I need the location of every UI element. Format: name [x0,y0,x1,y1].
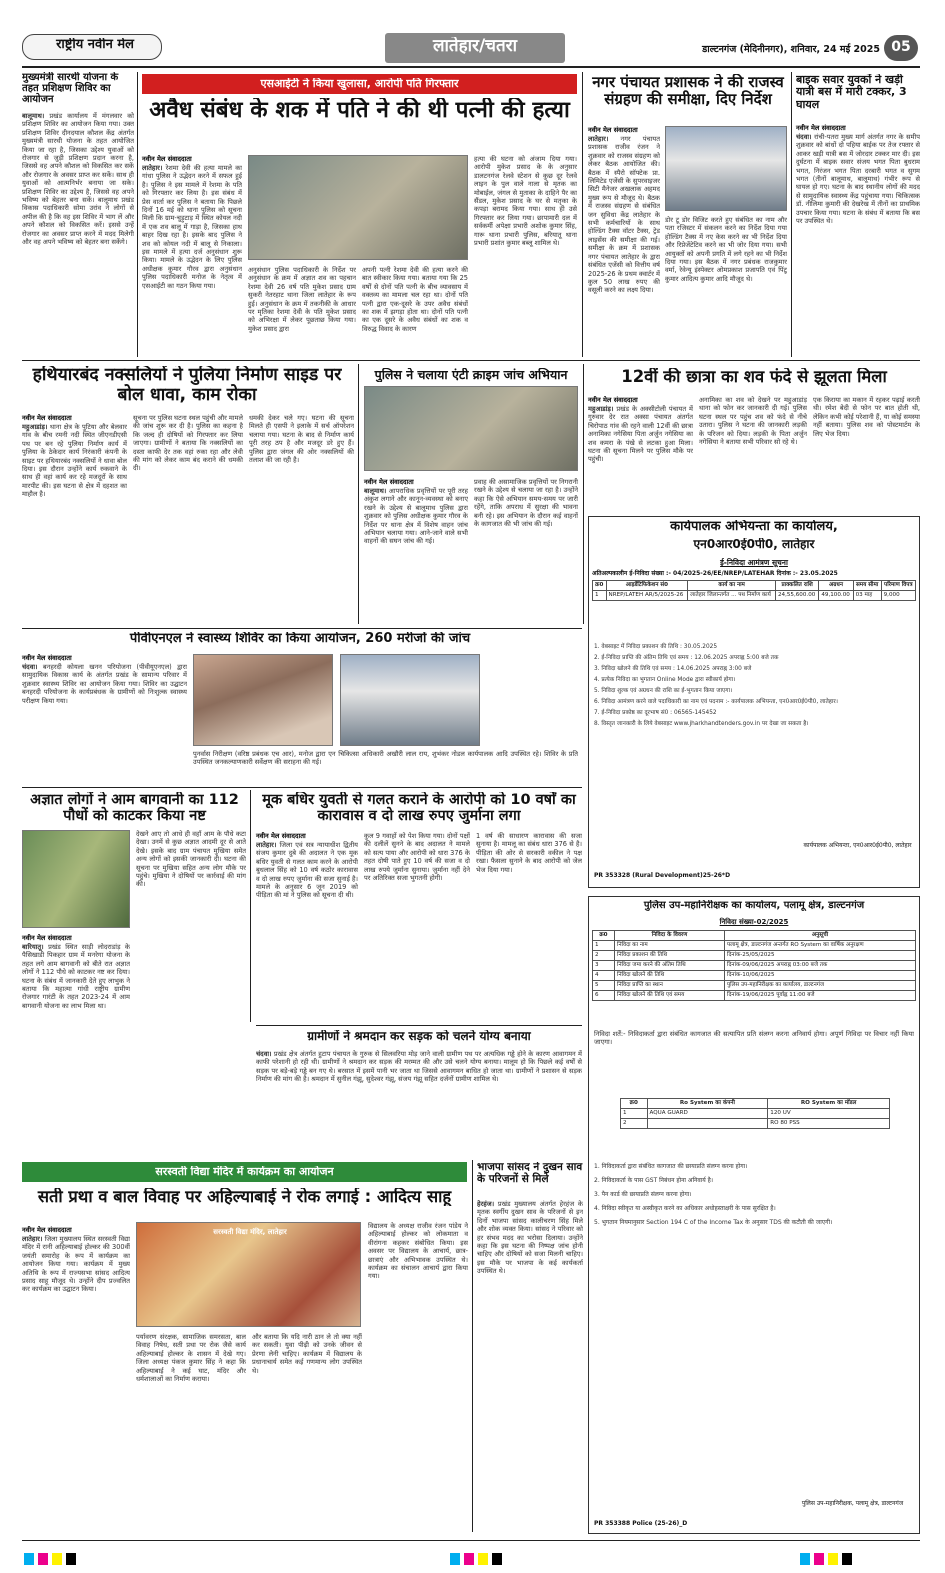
footer-rule [22,1540,920,1541]
byline: नवीन मेल संवाददाता [588,126,638,134]
table-cell: 9,000 [881,591,915,601]
tender-note: निविदा शर्तें:- निविदाकर्ता द्वारा संबंधित कागजात की सत्यापित प्रति संलग्न करना अनिवार्य होगा। अपूर्ण निविदा पर विचार नहीं किया जाएगा। [594,1030,914,1047]
vehicle-check-photo [364,386,578,471]
table-cell: 2 [621,1119,648,1129]
tender-ref: अतिअल्पकालीन ई-निविदा संख्या :- 04/2025-26/EE/NREP/LATEHAR दिनांक :- 23.05.2025 [592,570,838,577]
dateline-place: बालूमाथ। [364,487,387,495]
th-detail: निविदा के विवरण [615,931,725,941]
page-number: 05 [891,40,911,55]
article-body [477,1200,583,1530]
table-cell: पलामू क्षेत्र, डाल्टनगंज अन्तर्गत RO System का वार्षिक अनुरक्षण [725,941,916,951]
tender-table [592,580,916,601]
tender-sign: पुलिस उप-महानिरीक्षक, पलामू क्षेत्र, डाल्टनगंज [801,1500,904,1507]
article-text: प्रखंड स्थित साड़ी लोदराडांड़ के पैसिखाडी पिकहार ग्राम में मनरेगा योजना के तहत लगे आम बागवानी को बीते रात अज्ञात लोगों ने 112 पौधे को काटकर नष्ट कर दिया। घटना के संबंध में जानकारी देते हुए लाभुक ने बताया कि महात्मा गांधी राष्ट्रीय ग्रामीण रोजगार गारंटी के तहत 2023-24 में आम बागवानी योजना का लाभ मिला था। [22,943,130,1010]
police-press-photo [248,155,468,260]
tender-ref: निविदा संख्या-02/2025 [719,918,789,926]
table-cell: 4 [593,971,615,981]
table-cell: NREP/LATEH AR/5/2025-26 [606,591,688,601]
color-registration-bar [24,1550,144,1562]
tender-cond: 4. निविदा स्वीकृत या अस्वीकृत करने का अधिकार अधोहस्ताक्षरी के पास सुरक्षित है। [594,1205,776,1212]
article-body [796,133,920,355]
table-cell: 49,100.00 [819,591,853,601]
article-text: प्रखंड के अक्सीटोली पंचायत में गुरुवार देर रात अक्सा पंचायत अंतर्गत चिरोपाठ गांव की रहने वाली 12वीं की छात्रा अनामिका नगेसिया पिता अर्जुन नगेसिया का शव कमरा के पंखे से लटका हुआ मिला। घटना की सूचना मिलने पर पुलिस मौके पर पहुंची। [588,405,693,464]
article-body: अपनी पत्नी रेशमा देवी की हत्या करने की बात स्वीकार किया गया। बताया गया कि 25 वर्षों से दोनों पति पत्नी के बीच व्यावसाय में वक्तव्य का मामला चल रहा था। दोनों पति पत्नी द्वारा एक-दूसरे के उपर अवैध संबंधों का शक में झगड़ा होता था। दोनों पति पत्नी का एक दूसरे के अवैध संबंधों का शक व विरुद्ध विवाद के कारण [362,266,468,333]
article-headline: पीवीएनएल ने स्वास्थ्य शिविर का किया आयोजन, 260 मरीजों की जांच [129,632,471,646]
article-body: देखने आए तो आधे ही वहाँ आम के पौधे कटा देखा। उनमें से कुछ अज्ञात आदमी दूर से आते देखे। इसके बाद ग्राम पंचायत मुखिया समेत अन्य लोगों को इसकी जानकारी दी। घटना की सूचना पर मुखिया सहित अन्य लोग मौके पर पहुंचे। मुखिया ने दोषियों पर कार्रवाई की मांग की। [136,830,246,889]
column-rule [583,364,584,624]
table-cell: पुलिस उप-महानिरीक्षक का कार्यालय, डाल्टनगंज [725,981,916,991]
dateline-place: बालूमाथ। [22,112,45,120]
school-banner-text: सरस्वती विद्या मंदिर, लातेहार [213,1228,287,1236]
byline: नवीन मेल संवाददाता [22,1226,72,1234]
dateline-place: महुआडांड़। [588,405,614,413]
article-text: जिला एवं सत्र न्यायाधीश द्वितीय संजय कुमार दुबे की अदालत ने एक मूक बधिर युवती से गलत काम करने के आरोपी बुधलाल सिंह को 10 वर्ष कठोर कारावास व दो लाख रुपए जुर्माना की सजा सुनाई है। मामले के अनुसार 6 जून 2019 को पीड़िता की मां ने पुलिस को सूचना दी थी। [256,841,358,900]
tender-line: 1. वेबसाइट में निविदा प्रकाशन की तिथि : 30.05.2025 [594,644,718,650]
tender-cond: 1. निविदाकर्ता द्वारा संबंधित कागजात की छायाप्रति संलग्न करना होगा। [594,1163,748,1170]
table-cell: 1 [593,591,607,601]
byline: नवीन मेल संवाददाता [22,414,72,422]
article-body: सूचना पर पुलिस घटना स्थल पहुंची और मामले की जांच शुरू कर दी है। पुलिस का कहना है कि जल्द ही दोषियों को गिरफ्तार कर लिया जाएगा। ग्रामीणों ने बताया कि नक्सलियों का दस्ता काफी देर तक वहां रुका रहा और लेवी की मांग को लेकर काम बंद कराने की धमकी दी। [133,414,243,473]
th-work: कार्य का नाम [688,581,776,591]
article-body [364,487,468,623]
article-body: एक किराया का मकान में रहकर पढ़ाई करती थी। रमेश बेदी से फोन पर बात होती थी, लेकिन कभी कोई परेशानी हैं, या कोई समस्या नहीं बताया। पुलिस शव को पोस्टमार्टम के लिए भेज दिया। [813,396,920,438]
table-cell: RO 80 PSS [768,1119,890,1129]
tender-conds [594,1160,914,1230]
dateline-place: बारियातू। [22,943,44,951]
article-body [256,1050,582,1153]
article-text: रेशमा देवी की हत्या मामले का गांधा पुलिस ने उद्भेदन करने में सफल हुई है। पुलिस ने इस मामले में रेशमा के पति को गिरफ्तार कर लिया है। इस संबंध में प्रेस वार्ता कर पुलिस ने बताया कि पिछले दिनों 16 मई को थाना पुलिस को सूचना मिली कि ग्राम-चुड़ुटाड़ में स्थित कोयल नदी में एक शव बालू में गाड़ा है, जिसका हाथ बाहर दिख रहा है। इसके बाद पुलिस ने शव को कोयल नदी में बालू से निकाला। इस मामले में हत्या दर्ज अनुसंधान शुरू किया। मामले के उद्भेदन के लिए पुलिस अधीक्षक कुमार गौरव द्वारा अनुसंधान पुलिस पदाधिकारी मनोज के नेतृत्व में एसआईटी का गठन किया गया। [142,164,242,290]
column-rule [137,72,138,357]
article-body: अनुसंधान पुलिस पदाधिकारी के निर्देश पर अनुसंधान के क्रम में अज्ञात शव का पहचान रेशमा देवी 26 वर्ष पति मुकेश प्रसाद ग्राम सुकरी नेतरहाट थाना जिला लातेहार के रूप हुई। अनुसंधान के क्रम में तकनीकी के आधार पर मृतिका रेशमा देवी के पति मुकेश प्रसाद को अभिरक्षा में लेकर पूछताछ किया गया। मुकेश प्रसाद द्वारा [248,266,356,333]
school-event-photo [136,1222,361,1327]
article-text: बनहरदी कोयला खनन परियोजना (पीवीयूएनएल) द्वारा सामुदायिक विकास कार्य के अंतर्गत प्रखंड के सामान्य परिवार में शुक्रवार स्वास्थ्य शिविर का आयोजन किया गया। शिविर का उद्घाटन बनहरदी परियोजना के कार्यप्रबंधक के ग्रामीणों को निःशुल्क स्वास्थ्य परीक्षण किया गया। [22,663,187,705]
tender-sign: कार्यपालक अभियन्ता, एन0आर0ई0पी0, लातेहार [803,842,912,849]
tender-lines [594,642,914,730]
table-cell [647,1119,768,1129]
article-headline: ग्रामीणों ने श्रमदान कर सड़क को चलने योग्य बनाया [307,1030,531,1043]
dateline-place: हेरहंज। [477,1200,495,1208]
th-model: RO System का मॉडल [768,1099,890,1109]
article-body [22,112,134,356]
table-cell: 3 [593,961,615,971]
byline: नवीन मेल संवाददाता [142,155,192,163]
article-body [142,164,242,354]
article-body: डोर टू डोर विजिट करते हुए संबंधित का नाम और पता रजिस्टर में संकलन करने का निर्देश दिया गया होल्डिंग टैक्स में नए केस करने का भी निर्देश दिया और रिप्रेजेंटेटिव करने का भी जोर दिया गया। सभी आयुक्तों को अपनी प्रगति में लगे रहने का भी निर्देश दिया गया। इस बैठक में नगर प्रबंधक राजकुमार वर्मा, रेवेन्यू इंस्पेक्टर ओमप्रकाश प्रजापति एवं पिंटू कुमार आदित्य कुमार आदि मौजूद थे। [665,216,787,283]
tender-pr: PR 353328 (Rural Development)25-26*D [594,872,731,879]
tender-office-title: पुलिस उप-महानिरीक्षक का कार्यालय, पलामू क्षेत्र, डाल्टनगंज [643,900,865,911]
kicker: सरस्वती विद्या मंदिर में कार्यक्रम का आयोजन [155,1166,334,1178]
row-rule [22,628,582,629]
tender-cond: 3. पैन कार्ड की छायाप्रति संलग्न करना होगा। [594,1191,692,1198]
dateline-place: महुआडांड़। [22,423,48,431]
table-cell: निविदा जमा करने की अंतिम तिथि [615,961,725,971]
dateline-place: लातेहार। [256,841,277,849]
tender-pr: PR 353388 Police (25-26)_D [594,1520,688,1527]
tender-line: 2. ई-निविदा प्राप्ति की अंतिम तिथि एवं समय : 12.06.2025 अपराह्न 5:00 बजे तक [594,655,779,661]
article-body: विद्यालय के अध्यक्ष राजीव रंजन पांडेय ने अहिल्याबाई होल्कर को लोकमाता व वीरांगना कहकर संबोधित किया। इस अवसर पर विद्यालय के आचार्य, छात्र-छात्राएं और अभिभावक उपस्थित थे। कार्यक्रम का संचालन आचार्य द्वारा किया गया। [368,1222,468,1281]
article-headline: अज्ञात लोगों ने आम बागवानी का 112 पौधों को काटकर किया नष्ट [30,792,239,825]
dateline: डाल्टनगंज (मेदिनीनगर), शनिवार, 24 मई 2025 [702,44,880,55]
table-cell: 2 [593,951,615,961]
th-schedule: अनुसूची [725,931,916,941]
byline: नवीन मेल संवाददाता [22,934,72,942]
health-camp-photo [193,654,333,746]
dateline-place: लातेहार। [142,164,163,172]
table-cell: निविदा प्राप्ति का स्थान [615,981,725,991]
table-cell: लातेहार जिलान्तर्गत ... पथ निर्माण कार्य [688,591,776,601]
article-headline: पुलिस ने चलाया एंटी क्राइम जांच अभियान [374,368,568,382]
row-rule [22,360,920,361]
tender-office-title: कार्यपालक अभियन्ता का कार्यालय, [670,520,838,534]
tender-line: 3. निविदा खोलने की तिथि एवं समय : 14.06.2025 अपराह्न 3:00 बजे [594,666,752,672]
article-text: प्रखंड क्षेत्र अंतर्गत हुटाप पंचायत के गुरुक से सिलवरिया मोड़ जाने वाली ग्रामीण पथ पर अत्यधिक गड्ढे होने के कारण आवागमन में काफी परेशानी हो रही थी। ग्रामीणों ने श्रमदान कर सड़क की मरम्मत की और उसे चलने योग्य बनाया। मालूम हो कि पिछले कई वर्षों से सड़क पर बड़े-बड़े गड्ढे बन गए थे। बरसात में इसमें पानी भर जाता था जिससे आवागमन बाधित हो जाता था। ग्रामीणों ने प्रशासन से सड़क निर्माण की मांग की है। श्रमदान में सुनील गंझू, सुदेश्वर गंझू, संजय गंझू सहित दर्जनों ग्रामीण शामिल थे। [256,1050,582,1084]
article-text: प्रखंड कार्यालय में मंगलवार को प्रशिक्षण शिविर का आयोजन किया गया। उक्त प्रशिक्षण शिविर दीनदयाल कौशल केंद्र अंतर्गत मुख्यमंत्री सारथी योजना के तहत आयोजित किया जा रहा है, जिसका उद्देश्य युवाओं को रोजगार से जुड़ी प्रशिक्षण प्रदान करना है, जिससे वह अपने कौशल को विकसित कर सकें और रोजगार के अवसर प्राप्त कर सकें। साथ ही युवाओं को आत्मनिर्भर बनाया जा सके। प्रशिक्षण शिविर का उद्देश्य है, जिससे वह अपने भविष्य को बेहतर बना सकें। बालूमाथ प्रखंड विकास पदाधिकारी सोमा उरांव ने लोगों से अपील की है कि वह इस शिविर में भाग लें और अपने कौशल को विकसित करें। इससे उन्हें रोजगार का अवसर प्राप्त करने में मदद मिलेगी और वह अपने भविष्य को बेहतर बना सकेंगे। [22,112,134,247]
tender-cond: 2. निविदाकर्ता के पास GST निबंधन होना अनिवार्य है। [594,1177,714,1184]
column-rule [250,790,251,1022]
table-cell: दिनांक-10/06/2025 [725,971,916,981]
article-body: धमकी देकर चले गए। घटना की सूचना मिलते ही एसपी ने इलाके में सर्च ऑपरेशन चलाया गया। घटना के बाद से निर्माण कार्य पूरी तरह ठप है और मजदूर डरे हुए हैं। पुलिस द्वारा जंगल की ओर नक्सलियों की तलाश की जा रही है। [249,414,354,465]
th-company: Ro System का कंपनी [647,1099,768,1109]
article-body: पर्यावरण संरक्षक, सामाजिक समरसता, बाल विवाह निषेध, सती प्रथा पर रोक जैसे कार्य अहिल्याबाई होल्कर के शासन में देखे गए। जिला अध्यक्ष पंकज कुमार सिंह ने कहा कि अहिल्याबाई ने कई घाट, मंदिर और धर्मशालाओं का निर्माण कराया। [136,1333,246,1384]
byline: नवीन मेल संवाददाता [364,478,414,486]
column-rule [791,72,792,357]
tender-line: 5. निविदा शुल्क एवं अग्रधन की राशि का ई-भुगतान किया जाएगा। [594,688,733,694]
article-body [22,1235,130,1530]
dateline-place: लातेहार। [22,1235,43,1243]
article-body [22,943,130,1253]
article-headline: मूक बधिर युवती से गलत कराने के आरोपी को 10 वर्षों का कारावास व दो लाख रुपए जुर्माना लगा [262,792,576,825]
byline: नवीन मेल संवाददाता [588,396,638,404]
th-cost: प्राक्कलित राशि [775,581,818,591]
column-rule [472,1160,473,1532]
table-cell: AQUA GUARD [647,1109,768,1119]
article-headline: मुख्यमंत्री सारथी योजना के तहत प्रशिक्षण शिविर का आयोजन [22,72,119,106]
article-text: जिला मुख्यालय स्थित सरस्वती विद्या मंदिर में रानी अहिल्याबाई होल्कर की 300वीं जयंती समारोह के रूप में कार्यक्रम का आयोजन किया गया। कार्यक्रम में मुख्य अतिथि के रूप में राज्यसभा सांसद आदित्य प्रसाद साहू मौजूद थे। उन्होंने दीप प्रज्वलित कर कार्यक्रम का उद्घाटन किया। [22,1235,130,1294]
table-cell: निविदा प्रकाशन की तिथि [615,951,725,961]
article-text: थाना क्षेत्र के पुटिया और बेलवार गांव के बीच रमनी नदी स्थित जीएनडीएसी पथ पर बन रहे पुलिया निर्माण कार्य में पुलिया के ठेकेदार कार्य निरंकारी कंपनी के साइट पर हथियारबंद नक्सलियों ने धावा बोल दिया। इस दौरान उन्होंने कार्य रुकवाने के साथ ही वहां कार्य कर रहे मजदूरों के साथ मारपीट की। इस घटना से क्षेत्र में दहशत का माहौल है। [22,423,127,499]
table-cell: 1 [593,941,615,951]
article-headline: नगर पंचायत प्रशासक ने की राजस्व संग्रहण की समीक्षा, दिए निर्देश [592,74,784,108]
table-cell: 03 माह [853,591,881,601]
header-rule [22,66,920,68]
article-body [588,135,660,355]
table-cell: निविदा खोलने की तिथि एवं समय [615,991,725,1001]
tender-etitle: ई-निविदा आमंत्रण सूचना [720,558,788,567]
color-registration-bar [450,1550,530,1562]
article-headline: 12वीं की छात्रा का शव फंदे से झूलता मिला [621,368,887,386]
th-no: क्र0 [593,581,607,591]
byline: नवीन मेल संवाददाता [256,832,306,840]
color-registration-bar [800,1550,920,1562]
tender-office-sub: एन0आर0ई0पी0, लातेहार [693,538,815,551]
brand-name: राष्ट्रीय नवीन मेल [56,38,134,52]
article-body: 1 वर्ष की साधारण कारावास की सजा सुनाया है। मामलू का संबंध धारा 376 से है। पीड़िता की ओर से सरकारी वकील ने पक्ष रखा। फैसला सुनाने के बाद आरोपी को जेल भेज दिया गया। [476,832,582,874]
tender-line: 7. ई-निविदा प्रकोष्ठ का दूरभाष सं0 : 06565-145452 [594,710,717,716]
byline: नवीन मेल संवाददाता [796,124,846,132]
article-body: और बताया कि यदि नारी ठान ले तो क्या नहीं कर सकती। युवा पीढ़ी को उनके जीवन से प्रेरणा लेनी चाहिए। कार्यक्रम में विद्यालय के प्रधानाचार्य समेत कई गणमान्य लोग उपस्थित थे। [252,1333,362,1375]
article-text: आपराधिक प्रवृत्तियों पर पूरी तरह अंकुश लगाने और कानून-व्यवस्था को बनाए रखने के उद्देश्य से बालूमाथ पुलिस द्वारा शुक्रवार को पुलिस अधीक्षक कुमार गौरव के निर्देश पर थाना क्षेत्र में विशेष वाहन जांच अभियान चलाया गया। आने-जाने वाले सभी वाहनों की सघन जांच की गई। [364,487,468,546]
dateline-place: चंदवा। [256,1050,272,1058]
tender-line: 4. प्रत्येक निविदा का भुगतान Online Mode द्वारा स्वीकार्य होगा। [594,677,736,683]
dateline-place: चंदवा। [796,133,812,141]
article-body: अनामिका का शव को देखने पर महुआडांड़ थाना को फोन कर जानकारी दी गई। पुलिस घटना स्थल पर पहुंच शव को फंदे से नीचे उतारा। पुलिस ने घटना की जानकारी लड़की के परिजन को दिया। लड़की के पिता अर्जुन नगेसिया ने बताया सभी परिवार सो रहे थे। [699,396,807,447]
article-body [22,663,187,781]
article-headline: हथियारबंद नक्सलियों ने पुलिया निर्माण साइड पर बोल धावा, काम रोका [32,366,342,405]
dateline-place: लातेहार। [588,135,609,143]
dateline-place: चंदवा। [22,663,38,671]
article-body: प्रवाह की असामाजिक प्रवृत्तियों पर निगरानी रखने के उद्देश्य से चलाया जा रहा है। उन्होंने कहा कि ऐसे अभियान समय-समय पर जारी रहेंगे, ताकि अपराध में सुरक्षा की भावना बनी रहे। इस अभियान के दौरान कई वाहनों के कागजात की भी जांच की गई। [474,478,578,529]
article-body: पुनर्वास निरीक्षण (वरिष्ठ प्रबंधक एच आर), मनोज द्वारा एन चिकित्सा अधिकारी अखौरी लाल राय, शुभंकर नोडल कार्यपालक आदि उपस्थित रहे। शिविर के प्रति उपस्थित जनकल्याणकारी सर्वेक्षण की सराहना की गई। [193,750,578,767]
article-body [256,841,358,1021]
tender-line: 6. निविदा आमंत्रण करने वाले पदाधिकारी का नाम एवं पदनाम :- कार्यपालक अभियन्ता, एन0आर0ई0पी0, लातेहार। [594,699,838,705]
byline: नवीन मेल संवाददाता [22,654,72,662]
th-time: समय सीमा [853,581,881,591]
health-camp-photo-2 [340,654,480,746]
article-text: रांची-पतरा मुख्य मार्ग अंतर्गत नगर के समीप शुक्रवार को बांधों दो पहिया बाईक पर तेज रफ्तार से आकर खड़ी यात्री बस में जोरदार टक्कर मार दी। इस दुर्घटना में बाइक सवार संजय भगत पिता बुधराम भगत, निरंजन भगत पिता दरबारी भगत व सुगम भगत (तीनों बालूमाथ, बालूमाथ) गंभीर रूप से घायल हो गए। घटना के बाद स्थानीय लोगों की मदद से सामुदायिक स्वास्थ्य केंद्र पहुंचाया गया। चिकित्सक डॉ. नीलिमा कुमारी की देखरेख में तीनों का प्राथमिक उपचार किया गया। घटना के संबंध में बताया कि बस पर उपस्थित थे। [796,133,920,226]
section-title: लातेहार/चतरा [432,37,518,56]
table-cell: 120 UV [768,1109,890,1119]
table-cell: निविदा का नाम [615,941,725,951]
article-body: कुल 9 गवाहों को पेश किया गया। दोनों पक्षों की दलीलें सुनने के बाद अदालत ने मामले को सत्य पाया और आरोपी को धारा 376 के तहत दोषी पाते हुए 10 वर्ष की सजा व दो लाख रुपये जुर्माना सुनाया। जुर्माना नहीं देने पर अतिरिक्त सजा भुगतनी होगी। [364,832,470,883]
article-body [22,423,127,623]
kicker: एसआईटी ने किया खुलासा, आरोपी पति गिरफ्तार [260,78,459,90]
th-emd: अग्रधन [819,581,853,591]
orchard-photo [22,830,130,928]
column-rule [358,364,359,624]
row-rule [22,787,582,788]
th-no: क्र0 [593,931,615,941]
article-text: प्रखंड मुख्यालय अंतर्गत हेरहंज के मृतक स्वर्गीय दुखन साव के परिजनों से इन दिनों भाजपा सांसद कालीचरण सिंह मिले और शोक व्यक्त किया। सांसद ने परिवार को हर संभव मदद का भरोसा दिलाया। उन्होंने कहा कि इस घटना की निष्पक्ष जांच होनी चाहिए और दोषियों को सजा मिलनी चाहिए। इस मौके पर भाजपा के कई कार्यकर्ता उपस्थित थे। [477,1200,583,1276]
article-headline: सती प्रथा व बाल विवाह पर अहिल्याबाई ने रोक लगाई : आदित्य साहू [37,1188,452,1206]
th-boq: परिमाण विपत्र [881,581,915,591]
article-headline: भाजपा सांसद ने दुखन साव के परिजनों से मिले [477,1162,583,1185]
article-headline: अवैध संबंध के शक में पति ने की थी पत्नी की हत्या [149,98,570,123]
table-cell: 6 [593,991,615,1001]
article-text: नगर पंचायत प्रशासक राजीव रंजन ने शुक्रवार को राजस्व संग्रहण को लेकर बैठक आयोजित की। बैठक में स्पैरो सॉफ्टेक प्रा. लिमिटेड एजेंसी के सुपरवाइजर सिटी मैनेजर अखलाक अहमद मुख्य रूप से मौजूद थे। बैठक में राजस्व संग्रहण से संबंधित जन सुविधा केंद्र लातेहार के सभी कर्मचारियों के साथ होल्डिंग टैक्स वॉटर टैक्स, ट्रेड लाइसेंस की समीक्षा की गई। समीक्षा के क्रम में प्रशासक नगर पंचायत लातेहार के द्वारा संबंधित एजेंसी को वित्तीय वर्ष 2025-26 के प्रथम क्वार्टर में कुल 50 लाख रुपए की वसूली करने का लक्ष्य दिया। [588,135,660,295]
ro-table [620,1098,890,1129]
th-no: क्र0 [621,1099,648,1109]
article-headline: बाइक सवार युवकों ने खड़ी यात्री बस में मारी टक्कर, 3 घायल [796,74,907,111]
table-cell: दिनांक-19/06/2025 पूर्वाह्न 11:00 बजे [725,991,916,1001]
tender-line: 8. विस्तृत जानकारी के लिये वेबसाइट www.jharkhandtenders.gov.in पर देखा जा सकता है। [594,721,809,727]
table-cell: 1 [621,1109,648,1119]
article-body: हत्या की घटना को अंजाम दिया गया। आरोपी मुकेश प्रसाद के के अनुसार डालटनगंज रेलवे स्टेशन से कुछ दूर रेलवे लाइन के पुल वाले नाला से मृतक का मोबाईल, जंगल से मुताका के दाहिने पैर का सैंडल, मुकेश प्रसाद के घर से मतृका के कपड़ा बरामद किया गया। साथ ही उसे गिरफ्तार कर लिया गया। छापामारी दल में सर्वकर्मी अपेक्षा प्रभारी अशोक कुमार सिंह, गारू थाना प्रभारी पुलिस, बरियातू थाना प्रभारी प्रशांत कुमार बब्लू शामिल थे। [474,155,577,248]
meeting-photo [665,126,787,211]
table-cell: दिनांक-25/05/2025 [725,951,916,961]
table-cell: 24,55,600.00 [775,591,818,601]
article-body [588,405,693,505]
table-cell: दिनांक-09/06/2025 अपराह्न 03:00 बजे तक [725,961,916,971]
tender-table [592,930,916,1001]
column-rule [582,72,583,357]
row-rule [256,1025,582,1026]
th-id: आइडेंटिफिकेशन सं0 [606,581,688,591]
table-cell: निविदा खोलने की तिथि [615,971,725,981]
table-cell: 5 [593,981,615,991]
tender-cond: 5. भुगतान नियमानुसार Section 194 C of the Income Tax के अनुसार TDS की कटौती की जाएगी। [594,1219,833,1226]
